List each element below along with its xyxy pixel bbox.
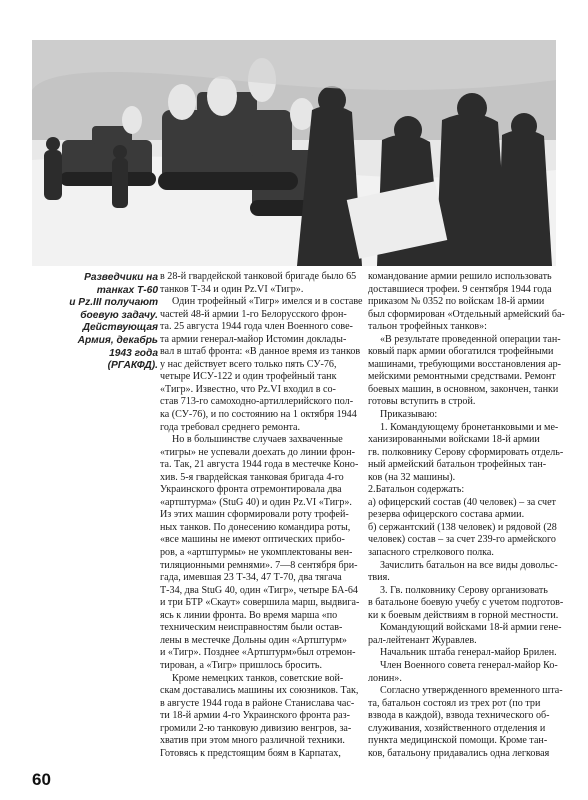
text-line: в августе 1944 года в районе Станислава час- (160, 697, 355, 709)
text-line: та армии генерал-майор Истомин доклады- (160, 333, 347, 345)
text-line: машинами, требующими восстановления ар- (368, 358, 562, 370)
text-line: тирован, а «Тигр» пришлось бросить. (160, 659, 323, 671)
text-line: мейскими ремонтными средствами. Ремонт (368, 371, 556, 383)
text-line: запасного стрелкового полка. (368, 547, 494, 559)
text-line: ясь к линии фронта. Во время марша «по (160, 609, 338, 621)
text-line: и «Тигр». Позднее «Артштурм»был отремон- (160, 647, 356, 659)
caption-line: танках Т-60 (96, 284, 158, 296)
text-line: та. Так, 21 августа 1944 года в местечке Коно- (160, 459, 359, 471)
text-line: а) офицерский состав (40 человек) – за счет (368, 496, 556, 508)
text-line: резерва офицерского состава армии. (368, 509, 525, 521)
text-line: «все машины не имеют оптических прибо- (160, 534, 345, 546)
text-line: Один трофейный «Тигр» имелся и в составе (172, 296, 363, 308)
text-line: Т-34, два StuG 40, один «Тигр», четыре БА-64 (160, 584, 358, 596)
text-line: ка (СУ-76), и по состоянию на 1 октября 1944 (160, 409, 357, 421)
text-line: Приказываю: (380, 409, 438, 421)
text-column-left (160, 271, 363, 760)
text-line: тальон трофейных танков»: (368, 321, 487, 333)
text-line: частей 48-й армии 1-го Белорусского фрон- (160, 308, 347, 320)
text-line: вал в штаб фронта: «В данное время из танков (160, 346, 361, 358)
text-line: танков Т-34 и один Pz.VI «Тигр». (160, 283, 304, 295)
text-line: боевых машин, в основном, закончен, танки (368, 383, 559, 395)
caption-line: 1943 года (109, 347, 158, 359)
photo-scene (32, 40, 556, 266)
text-line: ханизированными войсками 18-й армии (368, 434, 540, 446)
text-line: 1. Командующему бронетанковыми и ме- (380, 421, 559, 433)
text-line: 2.Батальон содержать: (368, 484, 465, 496)
text-line: лонин». (368, 672, 402, 684)
text-line: та, батальон состоял из трех рот (по три (368, 697, 541, 709)
text-line: Зачислить батальон на все виды довольс- (380, 559, 558, 571)
text-line: человек) состав – за счет 239-го армейского (368, 534, 556, 546)
text-line: скам доставались машины их союзников. Так, (160, 685, 359, 697)
caption-line: и Pz.III получают (69, 297, 158, 309)
text-line: служивания, хозяйственного отделения и (368, 722, 546, 734)
text-line: 3. Гв. полковнику Серову организовать (380, 584, 548, 596)
text-line: года требовал среднего ремонта. (160, 421, 301, 433)
text-line: ти 18-й армии 4-го Украинского фронта раз- (160, 710, 350, 722)
text-line: «В результате проведенной операции тан- (380, 333, 561, 345)
text-line: «артштурма» (StuG 40) и один Pz.VI «Тигр». (160, 496, 352, 508)
text-column-right (368, 271, 571, 760)
text-line: был сформирован «Отдельный армейский ба- (368, 308, 565, 320)
text-line: рал-лейтенант Журавлев. (368, 634, 477, 646)
text-line: Член Военного совета генерал-майор Ко- (380, 659, 558, 671)
tank-reconnaissance-photo (32, 40, 556, 266)
text-line: в батальоне боевую учебу с учетом подготов- (368, 597, 564, 609)
text-line: Командующий войсками 18-й армии гене- (380, 622, 562, 634)
text-line: взвода в каждой), взвода технического об- (368, 710, 550, 722)
text-line: ный армейский батальон трофейных тан- (368, 459, 547, 471)
text-line: Но в большинстве случаев захваченные (172, 434, 343, 446)
text-line: ки к боевым действиям в горной местности. (368, 609, 559, 621)
page-number: 60 (32, 770, 51, 789)
caption-line: Разведчики на (84, 272, 158, 283)
text-line: та. 25 августа 1944 года член Военного сове- (160, 321, 353, 333)
text-line: и три БТР «Скаут» совершила марш, выдвига- (160, 597, 360, 609)
caption-line: Действующая (82, 322, 158, 334)
text-line: Кроме немецких танков, советские вой- (172, 672, 344, 684)
text-line: ковый парк армии обогатился трофейными (368, 346, 554, 358)
text-line: хив. 5-я гвардейская танковая бригада 4-го (160, 471, 344, 483)
text-line: «тигры» не успевали доехать до линии фрон- (160, 446, 355, 458)
text-line: доставшиеся трофеи. 9 сентября 1944 года (368, 283, 552, 295)
text-line: приказом № 0352 по войскам 18-й армии (368, 296, 545, 308)
text-line: б) сержантский (138 человек) и рядовой (28 (368, 521, 557, 533)
text-line: став 713-го самоходно-артиллерийского пол- (160, 396, 354, 408)
text-line: гв. полковнику Серову сформировать отдель- (368, 446, 564, 458)
text-line: ков, батальону придавались одна легковая (368, 747, 550, 759)
text-line: у нас действует всего только пять СУ-76, (160, 358, 337, 370)
text-line: громили 2-ю танковую дивизию венгров, за- (160, 722, 352, 734)
text-line: «Тигр». Известно, что Pz.VI входил в со- (160, 383, 336, 395)
text-line: Начальник штаба генерал-майор Брилен. (380, 647, 557, 659)
caption-line: боевую задачу. (80, 309, 158, 321)
caption-line: Армия, декабрь (77, 334, 158, 346)
text-line: ков (на 32 машины). (368, 471, 456, 483)
photo-caption (32, 272, 158, 373)
text-line: Готовясь к предстоящим боям в Карпатах, (160, 747, 341, 759)
text-line: Из этих машин сформировали роту трофей- (160, 509, 349, 521)
text-line: хватив при этом много различной техники. (160, 735, 345, 747)
text-line: четыре ИСУ-122 и один трофейный танк (160, 371, 337, 383)
text-line: твия. (368, 572, 390, 584)
text-line: лены в местечке Дольны один «Артштурм» (160, 634, 347, 646)
text-line: гада, имевшая 23 Т-34, 47 Т-70, два тягача (160, 572, 342, 584)
text-line: Согласно утвержденного временного шта- (380, 685, 563, 697)
text-line: Украинского фронта отремонтировала два (160, 484, 342, 496)
text-line: готовы вступить в строй. (368, 396, 476, 408)
text-line: пункта медицинской помощи. Кроме тан- (368, 735, 548, 747)
caption-line: (РГАКФД). (107, 360, 158, 372)
text-line: в 28-й гвардейской танковой бригаде было 65 (160, 271, 357, 282)
text-line: тиляционными ремнями». 7—8 сентября бри- (160, 559, 358, 571)
text-line: командование армии решило использовать (368, 271, 552, 282)
text-line: ров, а «артштурмы» не укомплектованы вен- (160, 547, 353, 559)
text-line: техническим неисправностям были остав- (160, 622, 343, 634)
text-line: ных танков. По донесению командира роты, (160, 521, 351, 533)
